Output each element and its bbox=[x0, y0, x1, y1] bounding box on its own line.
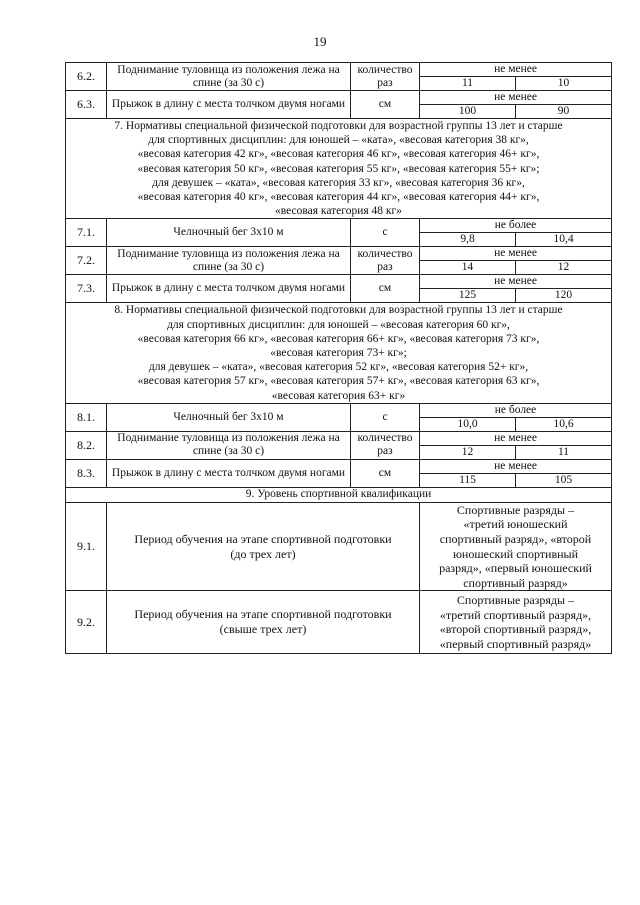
section-line: «весовая категория 40 кг», «весовая категория 44 кг», «весовая категория 44+ кг», bbox=[137, 191, 540, 204]
value-cell: 14 bbox=[420, 261, 516, 275]
condition-cell: не более bbox=[420, 219, 612, 233]
unit-cell: количество раз bbox=[351, 431, 420, 459]
value-cell: 12 bbox=[420, 445, 516, 459]
exercise-name: Поднимание туловища из положения лежа на спине (за 30 с) bbox=[107, 247, 351, 275]
unit-cell: см bbox=[351, 275, 420, 303]
exercise-name: Прыжок в длину с места толчком двумя ногами bbox=[107, 275, 351, 303]
table-row bbox=[66, 275, 612, 289]
exercise-name: Поднимание туловища из положения лежа на спине (за 30 с) bbox=[107, 63, 351, 91]
condition-cell: не более bbox=[420, 403, 612, 417]
value-line: разряд», «первый юношеский bbox=[439, 561, 592, 576]
row-number: 8.2. bbox=[66, 431, 107, 459]
section-line: «весовая категория 66 кг», «весовая категория 66+ кг», «весовая категория 73 кг», bbox=[137, 332, 540, 345]
section-line: 7. Нормативы специальной физической подготовки для возрастной группы 13 лет и старше bbox=[114, 120, 563, 132]
value-cell: 10 bbox=[516, 77, 612, 91]
section-line: «весовая категория 63+ кг» bbox=[271, 389, 406, 402]
row-number: 9.1. bbox=[66, 502, 107, 591]
value-cell: 11 bbox=[420, 77, 516, 91]
condition-cell: не менее bbox=[420, 63, 612, 77]
qualification-value bbox=[420, 502, 612, 591]
section-line: «весовая категория 73+ кг»; bbox=[270, 347, 407, 360]
unit-cell: количество раз bbox=[351, 63, 420, 91]
value-cell: 120 bbox=[516, 289, 612, 303]
value-cell: 10,6 bbox=[516, 417, 612, 431]
unit-cell: см bbox=[351, 91, 420, 119]
value-line: спортивный разряд», «второй bbox=[439, 532, 592, 547]
table-row bbox=[66, 431, 612, 445]
row-number: 6.3. bbox=[66, 91, 107, 119]
row-number: 7.1. bbox=[66, 219, 107, 247]
table-row bbox=[66, 459, 612, 473]
row-number: 7.3. bbox=[66, 275, 107, 303]
period-line: Период обучения на этапе спортивной подготовки bbox=[134, 531, 392, 546]
row-number: 8.3. bbox=[66, 459, 107, 487]
exercise-name: Поднимание туловища из положения лежа на спине (за 30 с) bbox=[107, 431, 351, 459]
value-cell: 100 bbox=[420, 105, 516, 119]
section-9-heading: 9. Уровень спортивной квалификации bbox=[66, 487, 612, 502]
value-line: «третий юношеский bbox=[463, 517, 568, 532]
condition-cell: не менее bbox=[420, 275, 612, 289]
section-7-heading bbox=[66, 119, 612, 219]
condition-cell: не менее bbox=[420, 431, 612, 445]
value-cell: 125 bbox=[420, 289, 516, 303]
value-cell: 105 bbox=[516, 473, 612, 487]
row-number: 6.2. bbox=[66, 63, 107, 91]
section-heading-row bbox=[66, 119, 612, 219]
table-row bbox=[66, 502, 612, 591]
value-line: «первый спортивный разряд» bbox=[439, 637, 592, 651]
value-cell: 11 bbox=[516, 445, 612, 459]
norms-table bbox=[65, 62, 612, 654]
table-row bbox=[66, 63, 612, 77]
table-row bbox=[66, 247, 612, 261]
table-row bbox=[66, 91, 612, 105]
section-line: «весовая категория 50 кг», «весовая категория 55 кг», «весовая категория 55+ кг»; bbox=[137, 162, 540, 175]
value-cell: 115 bbox=[420, 473, 516, 487]
section-line: «весовая категория 57 кг», «весовая категория 57+ кг», «весовая категория 63 кг», bbox=[137, 375, 540, 388]
exercise-name: Прыжок в длину с места толчком двумя ногами bbox=[107, 91, 351, 119]
unit-cell: с bbox=[351, 219, 420, 247]
value-line: «третий спортивный разряд», bbox=[439, 607, 592, 622]
value-cell: 10,0 bbox=[420, 417, 516, 431]
table-row bbox=[66, 591, 612, 654]
exercise-name: Челночный бег 3х10 м bbox=[107, 219, 351, 247]
section-line: для спортивных дисциплин: для юношей – «ката», «весовая категория 38 кг», bbox=[148, 134, 529, 147]
exercise-name: Прыжок в длину с места толчком двумя ногами bbox=[107, 459, 351, 487]
section-line: для спортивных дисциплин: для юношей – «весовая категория 60 кг», bbox=[167, 318, 510, 331]
value-line: Спортивные разряды – bbox=[456, 593, 575, 608]
condition-cell: не менее bbox=[420, 459, 612, 473]
row-number: 8.1. bbox=[66, 403, 107, 431]
condition-cell: не менее bbox=[420, 247, 612, 261]
row-number: 9.2. bbox=[66, 591, 107, 654]
section-line: для девушек – «ката», «весовая категория 33 кг», «весовая категория 36 кг», bbox=[152, 176, 525, 189]
section-line: «весовая категория 48 кг» bbox=[275, 205, 402, 218]
page-number: 19 bbox=[313, 34, 327, 49]
unit-cell: см bbox=[351, 459, 420, 487]
qualification-period bbox=[107, 591, 420, 654]
value-line: спортивный разряд» bbox=[463, 575, 568, 590]
unit-cell: количество раз bbox=[351, 247, 420, 275]
period-line: (свыше трех лет) bbox=[219, 622, 307, 637]
unit-cell: с bbox=[351, 403, 420, 431]
value-cell: 9,8 bbox=[420, 233, 516, 247]
value-line: юношеский спортивный bbox=[452, 546, 579, 561]
table-row bbox=[66, 219, 612, 233]
section-line: для девушек – «ката», «весовая категория 52 кг», «весовая категория 52+ кг», bbox=[148, 361, 529, 374]
period-line: Период обучения на этапе спортивной подготовки bbox=[134, 607, 392, 622]
table-row bbox=[66, 403, 612, 417]
exercise-name: Челночный бег 3х10 м bbox=[107, 403, 351, 431]
section-heading-row bbox=[66, 487, 612, 502]
qualification-period bbox=[107, 502, 420, 591]
section-heading-row bbox=[66, 303, 612, 403]
section-8-heading bbox=[66, 303, 612, 403]
value-cell: 90 bbox=[516, 105, 612, 119]
value-line: «второй спортивный разряд», bbox=[439, 622, 592, 637]
section-line: 8. Нормативы специальной физической подготовки для возрастной группы 13 лет и старше bbox=[114, 304, 563, 317]
section-line: «весовая категория 42 кг», «весовая категория 46 кг», «весовая категория 46+ кг», bbox=[137, 148, 540, 161]
period-line: (до трех лет) bbox=[230, 546, 296, 561]
value-cell: 10,4 bbox=[516, 233, 612, 247]
qualification-value bbox=[420, 591, 612, 654]
value-line: Спортивные разряды – bbox=[456, 502, 575, 517]
value-cell: 12 bbox=[516, 261, 612, 275]
condition-cell: не менее bbox=[420, 91, 612, 105]
row-number: 7.2. bbox=[66, 247, 107, 275]
